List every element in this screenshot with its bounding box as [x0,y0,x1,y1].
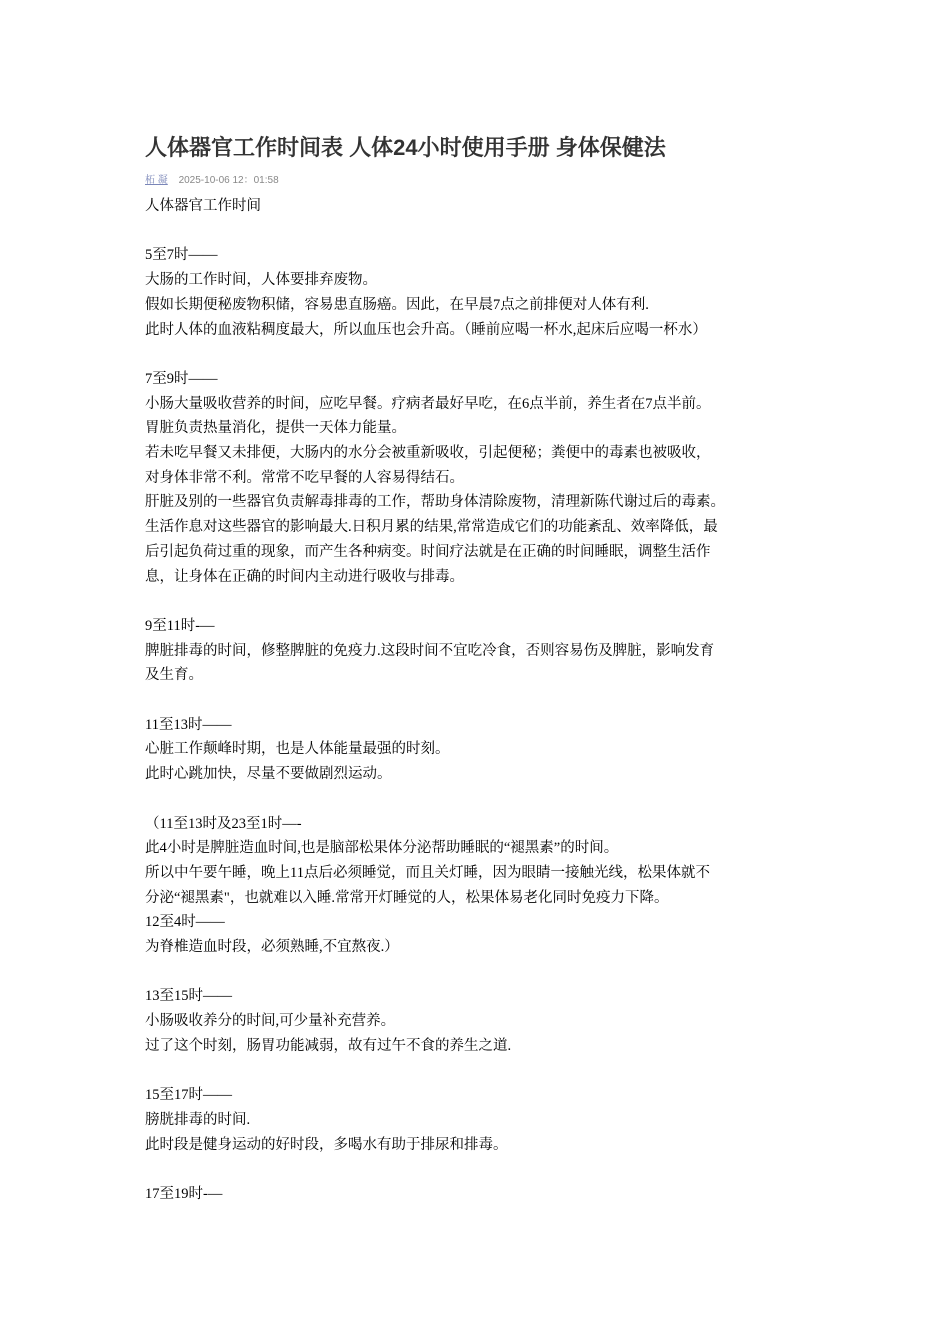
body-line: 小肠大量吸收营养的时间，应吃早餐。疗病者最好早吃，在6点半前，养生者在7点半前。 [145,395,711,412]
body-line: 假如长期便秘废物积储，容易患直肠癌。因此，在早晨7点之前排便对人体有利. [145,296,649,313]
body-line: 此4小时是脾脏造血时间,也是脑部松果体分泌帮助睡眠的“褪黑素”的时间。 [145,840,619,857]
paragraph-spacer [145,342,815,367]
body-line: 膀胱排毒的时间. [145,1111,251,1128]
body-line: 此时人体的血液粘稠度最大，所以血压也会升高。（睡前应喝一杯水,起床后应喝一杯水） [145,321,707,338]
body-line: 5至7时—— [145,247,218,264]
body-line: （11至13时及23至1时—- [145,815,302,832]
body-line: 心脏工作颠峰时期，也是人体能量最强的时刻。 [145,741,450,758]
body-line: 胃脏负责热量消化，提供一天体力能量。 [145,420,406,437]
body-line: 过了这个时刻，肠胃功能减弱，故有过午不食的养生之道. [145,1037,512,1054]
author-link[interactable]: 柘 凝 [145,175,168,186]
body-line: 13至15时—— [145,988,232,1005]
body-line: 为脊椎造血时段，必须熟睡,不宜熬夜.） [145,939,399,956]
paragraph-spacer [145,787,815,812]
body-line: 17至19时-— [145,1186,223,1202]
body-line: 及生育。 [145,667,203,684]
body-line: 15至17时—— [145,1087,232,1104]
article-body [145,194,815,1207]
body-line: 此时段是健身运动的好时段，多喝水有助于排尿和排毒。 [145,1136,508,1153]
body-line: 12至4时—— [145,914,225,931]
body-line: 脾脏排毒的时间，修整脾脏的免疫力.这段时间不宜吃冷食，否则容易伤及脾脏，影响发育 [145,642,715,659]
body-line: 若未吃早餐又未排便，大肠内的水分会被重新吸收，引起便秘；粪便中的毒素也被吸收， [145,445,711,461]
paragraph-spacer [145,688,815,713]
paragraph-spacer [145,219,815,244]
body-line: 后引起负荷过重的现象，而产生各种病变。时间疗法就是在正确的时间睡眠，调整生活作 [145,543,711,560]
body-line: 对身体非常不利。常常不吃早餐的人容易得结石。 [145,469,464,486]
body-line: 小肠吸收养分的时间,可少量补充营养。 [145,1013,396,1030]
body-line: 11至13时—— [145,716,232,733]
body-line: 生活作息对这些器官的影响最大.日积月累的结果,常常造成它们的功能紊乱、效率降低，最 [145,519,718,536]
body-line: 肝脏及别的一些器官负责解毒排毒的工作，帮助身体清除废物，清理新陈代谢过后的毒素。 [145,494,725,511]
body-line: 7至9时—— [145,370,218,387]
publish-timestamp: 2025-10-06 12：01:58 [178,175,279,186]
article [145,132,815,1207]
body-line: 9至11时-— [145,617,215,634]
body-line: 分泌“褪黑素"，也就难以入睡.常常开灯睡觉的人，松果体易老化同时免疫力下降。 [145,889,669,906]
article-meta [145,174,815,188]
body-line: 大肠的工作时间，人体要排弃废物。 [145,272,377,289]
paragraph-spacer [145,589,815,614]
paragraph-spacer [145,1157,815,1182]
paragraph-spacer [145,1059,815,1084]
body-line: 所以中午要午睡，晚上11点后必须睡觉，而且关灯睡，因为眼睛一接触光线，松果体就不 [145,864,710,881]
body-line: 此时心跳加快，尽量不要做剧烈运动。 [145,766,392,783]
article-title: 人体器官工作时间表 人体24小时使用手册 身体保健法 [145,135,666,160]
paragraph-spacer [145,960,815,985]
body-line: 息，让身体在正确的时间内主动进行吸收与排毒。 [145,568,464,585]
body-line: 人体器官工作时间 [145,198,261,214]
